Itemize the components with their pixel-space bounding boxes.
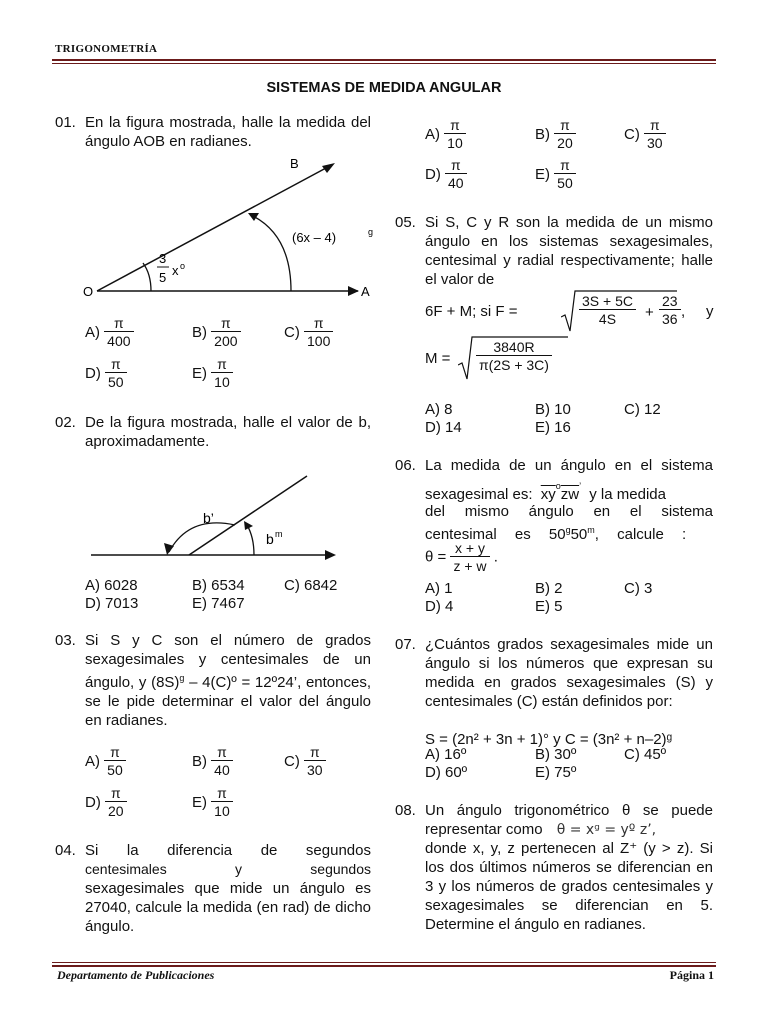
label-top-sup: g	[368, 227, 374, 237]
label-a: A	[361, 284, 370, 299]
option-c: C) $\frac{\pi}{30}$	[284, 744, 326, 778]
footer-rule-thin	[52, 962, 716, 963]
label-frac-num: 3	[159, 251, 167, 266]
figure-angle-b	[89, 470, 339, 560]
option-b: B) $\frac{\pi}{200}$	[192, 315, 241, 349]
question-text: Si S, C y R son la medida de un mismo ángulo en los sistemas sexagesimales, centesimal y radial respectivamente; halle el valor de	[425, 214, 713, 288]
question-line-1: Si la diferencia de segundos	[85, 842, 371, 859]
footer-page-number: Página 1	[669, 968, 714, 982]
question-text: ¿Cuántos grados sexagesimales mide un ángulo si los números que expresan su medida en grados sexagesimales (S) y centesimales (C) están definidos por:	[425, 636, 713, 710]
question-number: 01.	[55, 114, 76, 131]
page-title: SISTEMAS DE MEDIDA ANGULAR	[266, 80, 502, 96]
question-number: 07.	[395, 636, 416, 653]
label-frac-den: 5	[159, 270, 167, 285]
header-rule-thin	[52, 63, 716, 64]
header-subject: TRIGONOMETRÍA	[55, 43, 158, 55]
option-c: C) $\frac{\pi}{30}$	[624, 117, 666, 151]
option-b: B) $\frac{\pi}{20}$	[535, 117, 576, 151]
option-d: D) $\frac{\pi}{40}$	[425, 157, 467, 191]
question-text: De la figura mostrada, halle el valor de b, aproximadamente.	[85, 414, 371, 450]
option-a: A) $\frac{\pi}{400}$	[85, 315, 134, 349]
question-text-rest: donde x, y, z pertenecen al Z⁺ (y > z). Si los dos últimos números se diferencian en 3 y los números de grados centesimales y sexagesimales se diferencian en 5. Determine el ángulo en radianes.	[425, 840, 713, 933]
option-b: B) $\frac{\pi}{40}$	[192, 744, 233, 778]
label-b-m: b	[266, 531, 274, 547]
question-number: 06.	[395, 457, 416, 474]
label-x: x	[172, 263, 179, 278]
question-number: 05.	[395, 214, 416, 231]
footer-rule	[52, 965, 716, 967]
label-top-angle: (6x – 4)	[292, 230, 337, 245]
option-d: D) $\frac{\pi}{20}$	[85, 785, 127, 819]
formula-m: M = $\frac{3840R}{\pi(2S + 3C)}$	[425, 335, 625, 381]
question-text: Si S y C son el número de grados sexagesimales y centesimales de un ángulo, y $(8S)^g$ – 4(C)º = 12º24’, entonces, se le pide determinar el valor del ángulo en radianes.	[85, 632, 371, 729]
question-number: 04.	[55, 842, 76, 859]
option-a: A) $\frac{\pi}{10}$	[425, 117, 466, 151]
footer-department: Departamento de Publicaciones	[57, 968, 215, 982]
question-number: 03.	[55, 632, 76, 649]
label-b-sup: m	[275, 529, 283, 539]
question-text: En la figura mostrada, halle la medida del ángulo AOB en radianes.	[85, 114, 371, 150]
label-b-prime: b’	[203, 510, 214, 526]
question-text-rest: sexagesimales que mide un ángulo es 27040, calcule la medida (en rad) de dicho ángulo.	[85, 880, 371, 935]
question-line-2: centesimales y segundos	[85, 861, 371, 877]
option-e: E) $\frac{\pi}{50}$	[535, 157, 576, 191]
option-d: D) $\frac{\pi}{50}$	[85, 356, 127, 390]
header-rule	[52, 59, 716, 61]
question-number: 08.	[395, 802, 416, 819]
equation: S = (2n² + 3n + 1)° y C = (3n² + n–2)ᵍ	[425, 731, 673, 748]
option-e: E) $\frac{\pi}{10}$	[192, 785, 233, 819]
question-number: 02.	[55, 414, 76, 431]
label-deg: o	[180, 261, 186, 271]
option-e: E) $\frac{\pi}{10}$	[192, 356, 233, 390]
label-o: O	[83, 284, 94, 299]
formula-f: 6F + M; si F = $\frac{3S + 5C}{4S}$ + $\frac{23}{36}$ , y	[425, 289, 715, 333]
option-c: C) $\frac{\pi}{100}$	[284, 315, 333, 349]
option-a: A) $\frac{\pi}{50}$	[85, 744, 126, 778]
label-b: B	[290, 156, 299, 171]
figure-angle-aob	[83, 156, 383, 306]
